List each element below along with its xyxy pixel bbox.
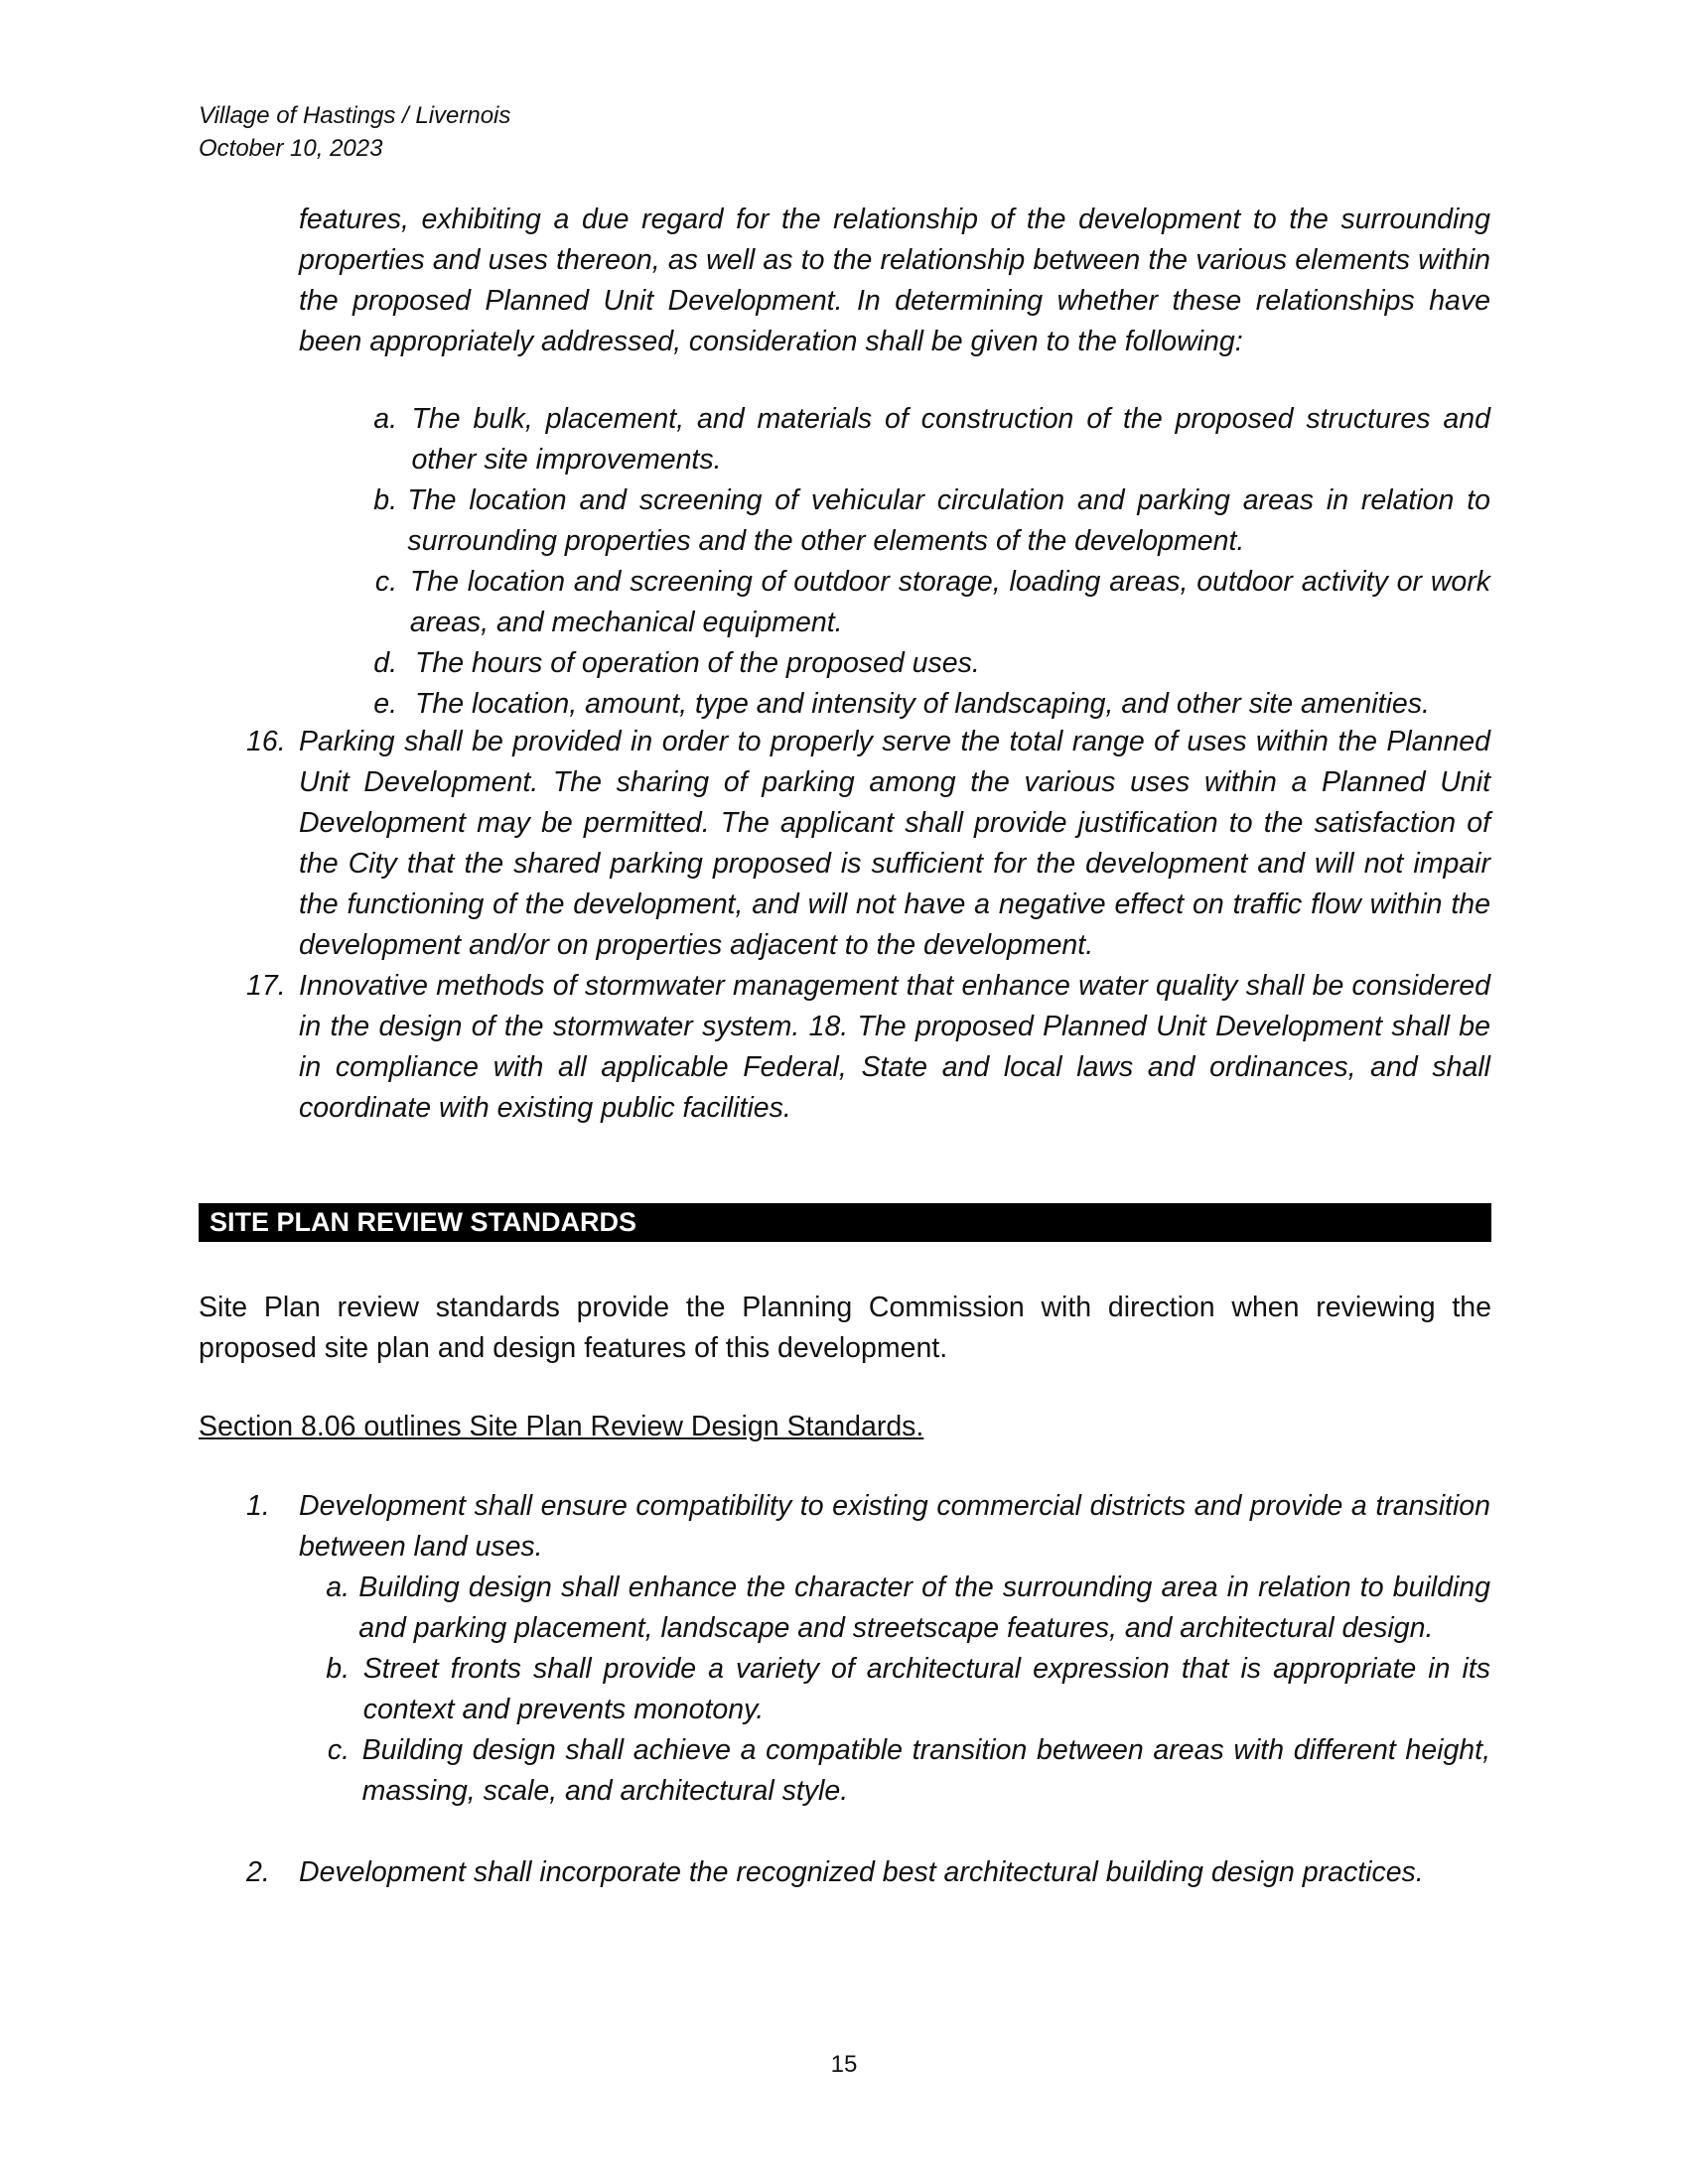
numbered-item xyxy=(246,1852,1490,1893)
list-marker: 17. xyxy=(246,970,286,1002)
numbered-item xyxy=(246,722,1490,966)
list-marker: b. xyxy=(373,484,397,516)
list-item xyxy=(346,562,1490,643)
section-paragraph: Site Plan review standards provide the Planning Commission with direction when reviewing the proposed site plan and design features of this development. xyxy=(199,1292,1491,1364)
page-header xyxy=(199,99,510,165)
list-item-text: Building design shall achieve a compatible transition between areas with different height, massing, scale, and architectural style. xyxy=(361,1734,1490,1807)
list-marker: 2. xyxy=(246,1856,270,1888)
list-marker: 1. xyxy=(246,1490,270,1522)
page-number: 15 xyxy=(830,2051,858,2078)
list-marker: a. xyxy=(373,403,397,435)
list-item xyxy=(298,1730,1490,1812)
list-item-text: The location, amount, type and intensity of landscaping, and other site amenities. xyxy=(415,688,1430,720)
list-item-text: Parking shall be provided in order to properly serve the total range of uses within the Planned Unit Development. The sharing of parking among the various uses within a Planned Unit Development may be permitted. The applicant shall provide justification to the satisfaction of the City that the shared parking proposed is sufficient for the development and will not impair the functioning of the development, and will not have a negative effect on traffic flow within the development and/or on properties adjacent to the development. xyxy=(299,726,1490,961)
numbered-item xyxy=(246,966,1490,1129)
list-marker: e. xyxy=(373,688,397,720)
list-marker: 16. xyxy=(246,726,286,757)
list-item-text: Innovative methods of stormwater management that enhance water quality shall be considered in the design of the stormwater system. 18. The proposed Planned Unit Development shall be in compliance with all applicable Federal, State and local laws and ordinances, and shall coordinate with existing public facilities. xyxy=(299,970,1490,1124)
list-item-text: Development shall ensure compatibility to existing commercial districts and provide a transition between land uses. xyxy=(299,1490,1490,1563)
list-item xyxy=(346,643,1490,684)
spacer xyxy=(246,1812,1490,1852)
list-item-text: Street fronts shall provide a variety of architectural expression that is appropriate in its context and prevents monotony. xyxy=(362,1653,1490,1725)
numbered-list xyxy=(246,722,1490,1129)
design-standards-list xyxy=(246,1486,1490,1893)
list-item xyxy=(298,1568,1490,1649)
list-marker: c. xyxy=(374,566,397,598)
list-marker: c. xyxy=(327,1734,350,1766)
intro-list xyxy=(346,399,1490,725)
header-organization: Village of Hastings / Livernois xyxy=(199,102,511,129)
list-item-text: Building design shall enhance the character of the surrounding area in relation to building and parking placement, landscape and streetscape features, and architectural design. xyxy=(358,1571,1490,1644)
list-item-text: The hours of operation of the proposed uses. xyxy=(415,647,980,679)
section-banner: SITE PLAN REVIEW STANDARDS xyxy=(199,1203,1491,1242)
list-item-text: The location and screening of outdoor storage, loading areas, outdoor activity or work areas, and mechanical equipment. xyxy=(409,566,1490,638)
list-marker: b. xyxy=(326,1653,350,1685)
list-item-text: The location and screening of vehicular circulation and parking areas in relation to surrounding properties and the other elements of the development. xyxy=(407,484,1490,557)
list-marker: a. xyxy=(326,1571,350,1603)
numbered-item xyxy=(246,1486,1490,1568)
list-item xyxy=(298,1649,1490,1730)
sub-list xyxy=(298,1568,1490,1812)
list-item-text: The bulk, placement, and materials of construction of the proposed structures and other site improvements. xyxy=(411,403,1490,476)
list-marker: d. xyxy=(373,647,397,679)
list-item xyxy=(346,480,1490,562)
intro-paragraph: features, exhibiting a due regard for the relationship of the development to the surrounding properties and uses thereon, as well as to the relationship between the various elements within the proposed Planned Unit Development. In determining whether these relationships have been appropriately addressed, consideration shall be given to the following: xyxy=(299,204,1490,357)
list-item xyxy=(346,684,1490,725)
list-item-text: Development shall incorporate the recognized best architectural building design practices. xyxy=(299,1856,1424,1888)
header-date: October 10, 2023 xyxy=(199,135,383,162)
section-link[interactable]: Section 8.06 outlines Site Plan Review Design Standards. xyxy=(199,1411,924,1442)
list-item xyxy=(346,399,1490,480)
